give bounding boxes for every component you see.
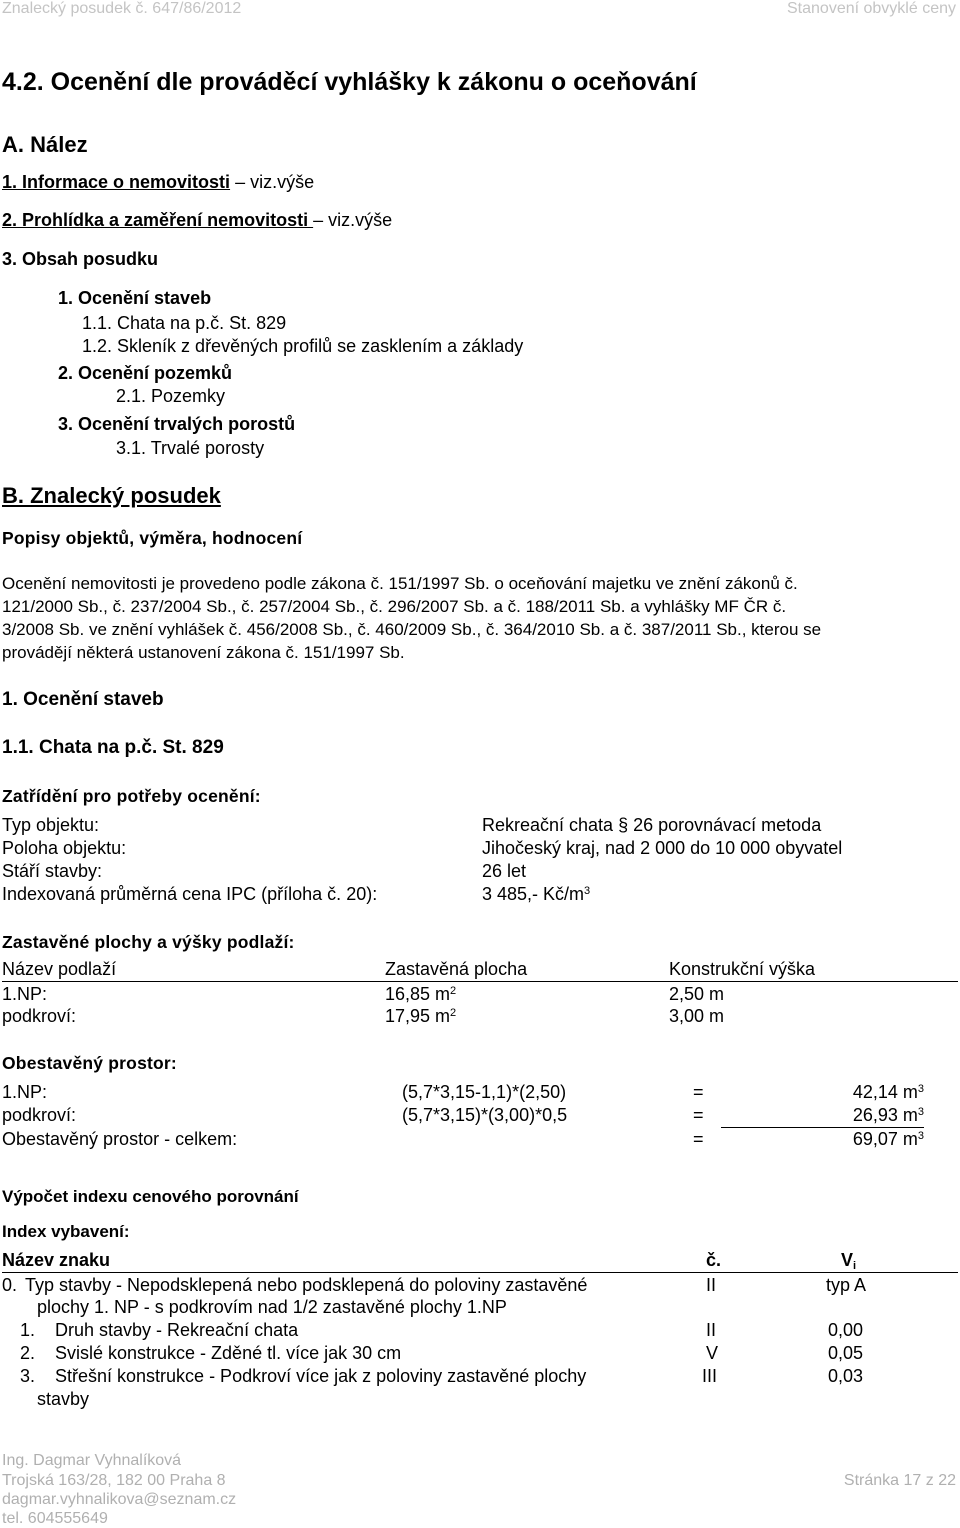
item2-label: 2. Prohlídka a zaměření nemovitosti	[2, 210, 314, 230]
prostor-row-value: 69,07 $m^3$	[852, 1129, 924, 1149]
plochy-header: Zastavěná plocha	[385, 959, 528, 979]
footer-page-number: Stránka 17 z 22	[843, 1472, 956, 1489]
section-a-item1	[2, 172, 314, 193]
zatrideni-title: Zatřídění pro potřeby ocenění:	[2, 786, 261, 806]
prostor-row-eq: =	[693, 1129, 704, 1149]
index-row-text: stavby	[37, 1389, 90, 1409]
zatrideni-value: 3 485,- $Kč/m^3$	[482, 884, 591, 904]
item1-suffix: – viz.výše	[230, 172, 315, 192]
index-header-v: $V_i$	[841, 1250, 857, 1272]
index-row-c: V	[706, 1343, 719, 1363]
toc-item: 2.1. Pozemky	[116, 386, 226, 406]
zatrideni-label: Indexovaná průměrná cena IPC (příloha č. 20):	[2, 884, 378, 904]
section-b-subtitle: Popisy objektů, výměra, hodnocení	[2, 528, 303, 548]
index-header-rule	[2, 1272, 958, 1273]
index-header-name: Název znaku	[2, 1250, 111, 1270]
zatrideni-label: Poloha objektu:	[2, 838, 127, 858]
zatrideni-label: Stáří stavby:	[2, 861, 103, 881]
index-row-c: II	[706, 1275, 717, 1295]
index-row-c: II	[706, 1320, 717, 1340]
index-row-v: typ A	[826, 1275, 867, 1295]
index-subtitle: Index vybavení:	[2, 1222, 130, 1241]
item1-label: 1. Informace o nemovitosti	[2, 172, 231, 192]
index-row-text: Střešní konstrukce - Podkroví více jak z poloviny zastavěné plochy	[55, 1366, 587, 1386]
page-title: 4.2. Ocenění dle prováděcí vyhlášky k zákonu o oceňování	[2, 68, 697, 96]
toc-item: 1.2. Skleník z dřevěných profilů se zasklením a základy	[82, 336, 524, 356]
prostor-row-name: 1.NP:	[2, 1082, 48, 1102]
index-row-v: 0,00	[828, 1320, 864, 1340]
heading-oceneni-staveb: 1. Ocenění staveb	[2, 689, 164, 710]
index-row-num: 2.	[20, 1343, 36, 1363]
plochy-row-area: 17,95 $m^2$	[385, 1006, 457, 1026]
toc-item: 1.1. Chata na p.č. St. 829	[82, 313, 287, 333]
zatrideni-value: 26 let	[482, 861, 527, 881]
prostor-row-name: podkroví:	[2, 1105, 77, 1125]
plochy-header: Název podlaží	[2, 959, 117, 979]
index-row-num: 3.	[20, 1366, 36, 1386]
index-row-text: Svislé konstrukce - Zděné tl. více jak 30 cm	[55, 1343, 402, 1363]
zatrideni-value: Rekreační chata § 26 porovnávací metoda	[482, 815, 822, 835]
toc-item: 3.1. Trvalé porosty	[116, 438, 265, 458]
plochy-row-height: 3,00 m	[669, 1006, 725, 1026]
index-title: Výpočet indexu cenového porovnání	[2, 1187, 299, 1206]
index-row-num: 1.	[20, 1320, 36, 1340]
zatrideni-value: Jihočeský kraj, nad 2 000 do 10 000 obyvatel	[482, 838, 843, 858]
footer-name: Ing. Dagmar Vyhnalíková	[2, 1452, 182, 1469]
plochy-row-height: 2,50 m	[669, 984, 725, 1004]
zatrideni-label: Typ objektu:	[2, 815, 100, 835]
index-row-v: 0,03	[828, 1366, 864, 1386]
header-document-title: Znalecký posudek č. 647/86/2012	[2, 0, 242, 17]
paragraph-line: 3/2008 Sb. ve znění vyhlášek č. 456/2008 Sb., č. 460/2009 Sb., č. 364/2010 Sb. a č. 387/2011 Sb., kterou se	[2, 620, 822, 639]
plochy-title: Zastavěné plochy a výšky podlaží:	[2, 932, 295, 952]
paragraph-line: 121/2000 Sb., č. 237/2004 Sb., č. 257/2004 Sb., č. 296/2007 Sb. a č. 188/2011 Sb. a vyhlášky MF ČR č.	[2, 597, 787, 616]
plochy-header-rule	[2, 981, 958, 982]
prostor-row-value: 42,14 $m^3$	[852, 1082, 924, 1102]
header-section-title: Stanovení obvyklé ceny	[787, 0, 956, 17]
item2-suffix: – viz.výše	[313, 210, 393, 230]
index-row-num: 0.	[2, 1275, 18, 1295]
paragraph-line: provádějí některá ustanovení zákona č. 151/1997 Sb.	[2, 643, 405, 662]
index-row-text: Druh stavby - Rekreační chata	[55, 1320, 299, 1340]
index-row-text: Typ stavby - Nepodsklepená nebo podsklepená do poloviny zastavěné	[25, 1275, 588, 1295]
plochy-row-name: podkroví:	[2, 1006, 77, 1026]
index-row-c: III	[702, 1366, 718, 1386]
heading-chata: 1.1. Chata na p.č. St. 829	[2, 737, 224, 758]
index-header-c: č.	[706, 1250, 722, 1270]
prostor-row-formula: (5,7*3,15-1,1)*(2,50)	[402, 1082, 567, 1102]
footer-phone: tel. 604555649	[2, 1510, 108, 1527]
section-a-title: A. Nález	[2, 132, 88, 157]
toc-item: 2. Ocenění pozemků	[58, 363, 233, 383]
prostor-row-value: 26,93 $m^3$	[852, 1105, 924, 1125]
footer-email[interactable]: dagmar.vyhnalikova@seznam.cz	[2, 1491, 237, 1508]
prostor-row-name: Obestavěný prostor - celkem:	[2, 1129, 238, 1149]
section-b-title: B. Znalecký posudek	[2, 483, 221, 508]
plochy-header: Konstrukční výška	[669, 959, 816, 979]
toc-item: 1. Ocenění staveb	[58, 288, 212, 308]
prostor-title: Obestavěný prostor:	[2, 1053, 177, 1073]
prostor-row-eq: =	[693, 1082, 704, 1102]
index-row-text: plochy 1. NP - s podkrovím nad 1/2 zastavěné plochy 1.NP	[37, 1297, 507, 1317]
prostor-row-formula: (5,7*3,15)*(3,00)*0,5	[402, 1105, 568, 1125]
index-row-v: 0,05	[828, 1343, 864, 1363]
toc-item: 3. Ocenění trvalých porostů	[58, 414, 296, 434]
prostor-sum-rule	[721, 1127, 924, 1128]
section-a-item2	[2, 210, 392, 231]
plochy-row-area: 16,85 $m^2$	[385, 984, 457, 1004]
prostor-row-eq: =	[693, 1105, 704, 1125]
footer-address: Trojská 163/28, 182 00 Praha 8	[2, 1472, 226, 1489]
section-a-item3: 3. Obsah posudku	[2, 249, 159, 269]
paragraph-line: Ocenění nemovitosti je provedeno podle zákona č. 151/1997 Sb. o oceňování majetku ve znění zákonů č.	[2, 574, 798, 593]
plochy-row-name: 1.NP:	[2, 984, 48, 1004]
